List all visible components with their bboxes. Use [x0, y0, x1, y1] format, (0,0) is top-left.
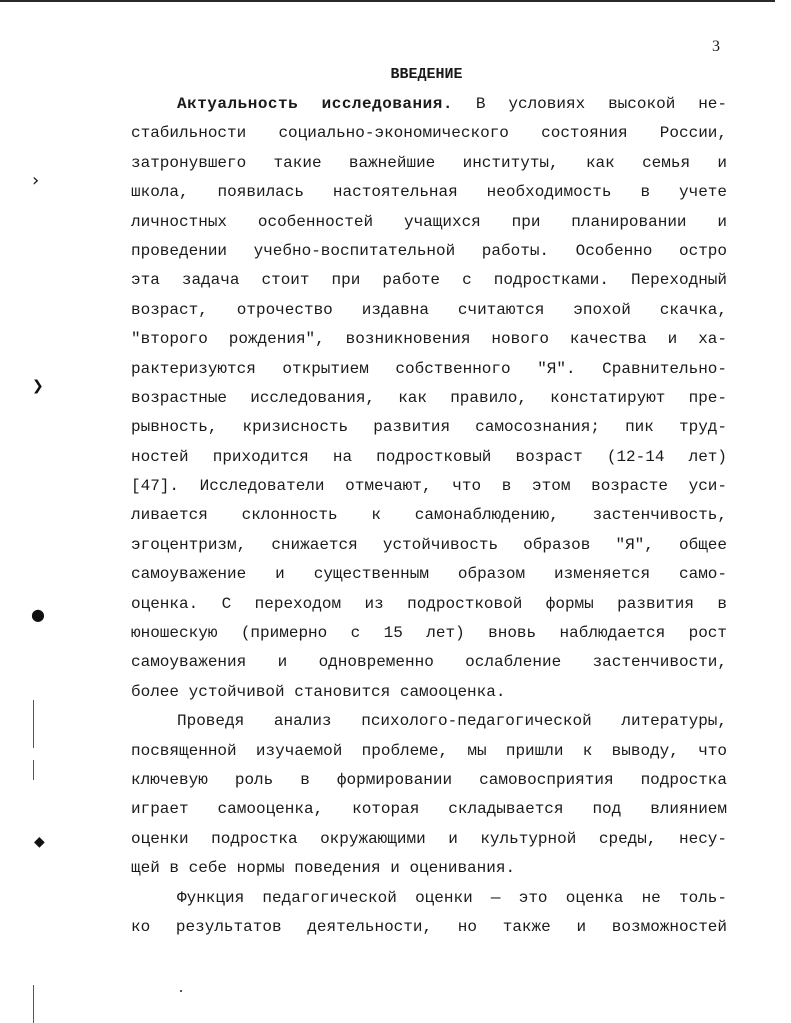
paragraph-line: школа, появилась настоятельная необходимость в учете — [131, 183, 727, 202]
paragraph-line: Проведя анализ психолого-педагогической литературы, — [177, 712, 727, 731]
paragraph-line: стабильности социально-экономического состояния России, — [131, 124, 727, 143]
line-text: В условиях высокой не- — [475, 95, 728, 113]
paragraph-line: самоуважение и существенным образом изменяется само- — [131, 565, 727, 584]
paragraph-line: эгоцентризм, снижается устойчивость образов "Я", общее — [131, 535, 727, 554]
ink-blot-mark: ● — [31, 605, 45, 624]
body-text — [131, 90, 727, 942]
paragraph-line: затронувшего такие важнейшие институты, как семья и — [131, 153, 727, 172]
paragraph-line: оценки подростка окружающими и культурной среды, несу- — [131, 829, 727, 848]
paragraph-line: возрастные исследования, как правило, констатируют пре- — [131, 388, 727, 407]
scan-edge-line — [33, 760, 34, 780]
scan-edge-line — [33, 985, 34, 1023]
paragraph-line: ностей приходится на подростковый возраст (12-14 лет) — [131, 447, 727, 466]
paragraph-line: "второго рождения", возникновения нового качества и ха- — [131, 330, 727, 349]
page-title: ВВЕДЕНИЕ — [390, 66, 463, 83]
paragraph-line: щей в себе нормы поведения и оценивания. — [131, 859, 516, 878]
paragraph-line: играет самооценка, которая складывается под влиянием — [131, 800, 727, 819]
binding-hole-mark: › — [32, 170, 40, 191]
paragraph-line: ключевую роль в формировании самовосприятия подростка — [131, 770, 727, 789]
paragraph-line: оценка. С переходом из подростковой формы развития в — [131, 594, 727, 613]
relevance-label: Актуальность исследования. — [177, 95, 453, 113]
paragraph-line: ливается склонность к самонаблюдению, застенчивость, — [131, 506, 727, 525]
paragraph-line: самоуважения и одновременно ослабление застенчивости, — [131, 653, 727, 672]
paragraph-line: Функция педагогической оценки — это оценка не толь- — [177, 888, 727, 907]
paragraph-line: [47]. Исследователи отмечают, что в этом возрасте уси- — [131, 477, 727, 496]
paragraph-line — [131, 90, 727, 119]
paragraph-line: эта задача стоит при работе с подростками. Переходный — [131, 271, 727, 290]
binding-hole-mark: ❯ — [32, 378, 44, 394]
scan-edge-line — [33, 700, 34, 748]
paragraph-line: рактеризуются открытием собственного "Я". Сравнительно- — [131, 359, 727, 378]
scan-speck — [180, 990, 182, 992]
paragraph-line: возраст, отрочество издавна считаются эпохой скачка, — [131, 300, 727, 319]
page-number: 3 — [712, 38, 720, 55]
paragraph-line: личностных особенностей учащихся при планировании и — [131, 212, 727, 231]
paragraph-line: более устойчивой становится самооценка. — [131, 682, 506, 701]
paragraph-line: ко результатов деятельности, но также и возможностей — [131, 917, 727, 936]
paragraph-line: проведении учебно-воспитательной работы. Особенно остро — [131, 241, 727, 260]
paragraph-line: посвященной изучаемой проблеме, мы пришли к выводу, что — [131, 741, 727, 760]
paragraph-line: рывность, кризисность развития самосознания; пик труд- — [131, 418, 727, 437]
top-scan-border — [0, 0, 775, 2]
binding-hole-mark: ◆ — [34, 834, 45, 850]
paragraph-line: юношескую (примерно с 15 лет) вновь наблюдается рост — [131, 624, 727, 643]
